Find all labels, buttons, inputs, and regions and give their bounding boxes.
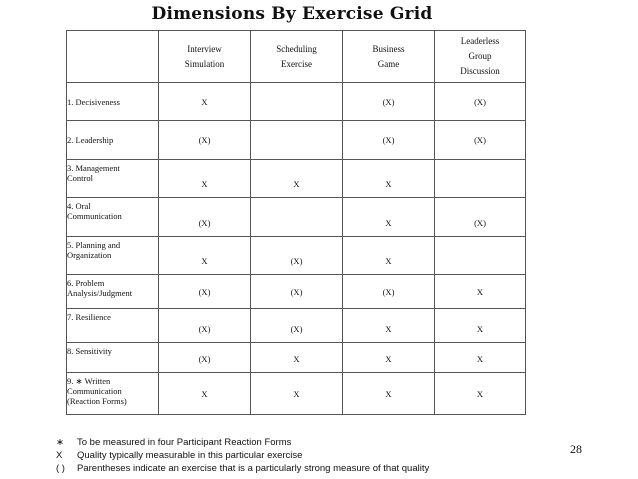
grid-cell: X xyxy=(343,373,435,415)
row-label-resilience: 7. Resilience xyxy=(67,309,159,343)
grid-cell: X xyxy=(343,309,435,343)
row-label-sensitivity: 8. Sensitivity xyxy=(67,343,159,373)
grid-cell: (X) xyxy=(435,83,526,121)
grid-cell: (X) xyxy=(435,198,526,237)
row-label-leadership: 2. Leadership xyxy=(67,121,159,160)
table-row xyxy=(67,373,526,415)
row-label-problem-analysis-judgment: 6. Problem Analysis/Judgment xyxy=(67,275,159,309)
table-row xyxy=(67,309,526,343)
grid-cell: (X) xyxy=(251,275,343,309)
grid-cell: X xyxy=(435,373,526,415)
header-row xyxy=(67,31,526,83)
column-header-interview-simulation: Interview Simulation xyxy=(159,31,251,83)
grid-cell: (X) xyxy=(435,121,526,160)
grid-cell: X xyxy=(343,198,435,237)
asterisk-symbol: ∗ xyxy=(56,437,64,448)
grid-cell: X xyxy=(159,237,251,275)
table-row xyxy=(67,237,526,275)
row-label-oral-communication: 4. Oral Communication xyxy=(67,198,159,237)
grid-cell: X xyxy=(435,309,526,343)
page-number: 28 xyxy=(570,442,582,456)
row-label-management-control: 3. Management Control xyxy=(67,160,159,198)
grid-cell: X xyxy=(343,343,435,373)
grid-cell: (X) xyxy=(159,309,251,343)
column-header-leaderless-group-discussion: Leaderless Group Discussion xyxy=(435,31,526,83)
row-label-written-communication: 9. ∗ Written Communication (Reaction Forms) xyxy=(67,373,159,415)
column-header-scheduling-exercise: Scheduling Exercise xyxy=(251,31,343,83)
grid-cell: (X) xyxy=(159,121,251,160)
table-row xyxy=(67,121,526,160)
grid-cell xyxy=(435,160,526,198)
x-symbol: X xyxy=(56,450,63,461)
exercise-grid-table xyxy=(66,30,526,415)
grid-cell: X xyxy=(343,160,435,198)
grid-cell: (X) xyxy=(343,83,435,121)
row-label-decisiveness: 1. Decisiveness xyxy=(67,83,159,121)
grid-cell: (X) xyxy=(343,275,435,309)
grid-cell: X xyxy=(251,160,343,198)
grid-cell xyxy=(251,83,343,121)
table-row xyxy=(67,160,526,198)
legend xyxy=(56,436,429,475)
grid-cell xyxy=(251,121,343,160)
table-row xyxy=(67,343,526,373)
grid-cell: X xyxy=(159,373,251,415)
corner-cell xyxy=(67,31,159,83)
grid-cell xyxy=(251,198,343,237)
grid-cell: (X) xyxy=(343,121,435,160)
column-header-business-game: Business Game xyxy=(343,31,435,83)
table-row xyxy=(67,83,526,121)
grid-cell: X xyxy=(435,275,526,309)
grid-cell xyxy=(435,237,526,275)
grid-cell: X xyxy=(343,237,435,275)
legend-item-asterisk: ∗ To be measured in four Participant Reaction Forms xyxy=(56,437,292,448)
grid-cell: X xyxy=(159,83,251,121)
grid-cell: (X) xyxy=(251,237,343,275)
legend-item-x: X Quality typically measurable in this particular exercise xyxy=(56,450,303,461)
table-row xyxy=(67,275,526,309)
grid-cell: X xyxy=(159,160,251,198)
grid-cell: (X) xyxy=(159,275,251,309)
grid-cell: X xyxy=(251,373,343,415)
row-label-planning-and-organization: 5. Planning and Organization xyxy=(67,237,159,275)
grid-cell: X xyxy=(251,343,343,373)
grid-cell: (X) xyxy=(159,198,251,237)
grid-cell: (X) xyxy=(159,343,251,373)
page-title: Dimensions By Exercise Grid xyxy=(151,4,433,24)
table-row xyxy=(67,198,526,237)
grid-cell: X xyxy=(435,343,526,373)
legend-item-parentheses: ( ) Parentheses indicate an exercise that is a particularly strong measure of that quality xyxy=(56,463,430,474)
parentheses-symbol: ( ) xyxy=(56,463,65,474)
grid-cell: (X) xyxy=(251,309,343,343)
